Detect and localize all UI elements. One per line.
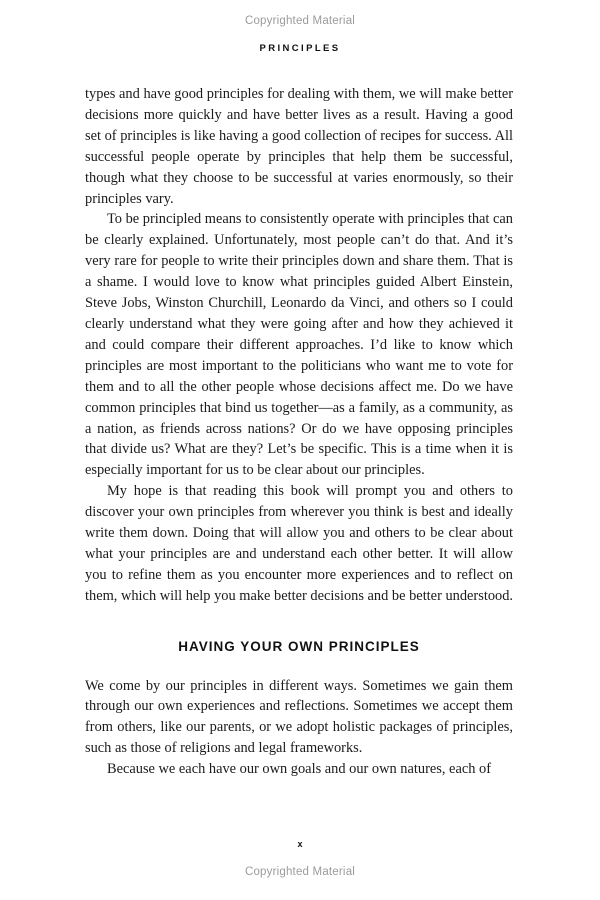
paragraph: To be principled means to consistently operate with principles that can be clearly explained. Unfortunately, most people can’t do that. And it’s very rare for people to write their principles down and share them. That is a shame. I would love to know what principles guided Albert Einstein, Steve Jobs, Winston Churchill, Leonardo da Vinci, and others so I could clearly understand what they were going after and how they achieved it and could compare their different approaches. I’d like to know which principles are most important to the politicians who want me to vote for them and to all the other people whose decisions affect me. Do we have common principles that bind us together—as a family, as a community, as a nation, as friends across nations? Or do we have opposing principles that divide us? What are they? Let’s be specific. This is a time when it is especially important for us to be clear about our principles. [85,211,513,479]
copyright-notice-top: Copyrighted Material [244,15,356,27]
page-number: x [297,839,303,849]
paragraph: We come by our principles in different ways. Sometimes we gain them through our own experiences and reflections. Sometimes we accept them from others, like our parents, or we adopt holistic packages of principles, such as those of religions and legal frameworks. [85,677,513,757]
section-heading: HAVING YOUR OWN PRINCIPLES [178,638,420,654]
running-header: PRINCIPLES [259,43,341,54]
paragraph-continuation: types and have good principles for dealing with them, we will make better decisions more quickly and have better lives as a result. Having a good set of principles is like having a good collection of recipes for success. All successful people operate by principles that help them be successful, though what they choose to be successful at varies enormously, so their principles vary. [85,86,513,207]
paragraph: My hope is that reading this book will prompt you and others to discover your own principles from wherever you think is best and ideally write them down. Doing that will allow you and others to be clear about what your principles are and understand each other better. It will allow you to refine them as you encounter more experiences and to reflect on them, which will help you make better decisions and be better understood. [85,483,514,604]
page-body [85,84,513,780]
copyright-notice-bottom: Copyrighted Material [244,866,356,878]
paragraph: Because we each have our own goals and our own natures, each of [107,761,492,778]
